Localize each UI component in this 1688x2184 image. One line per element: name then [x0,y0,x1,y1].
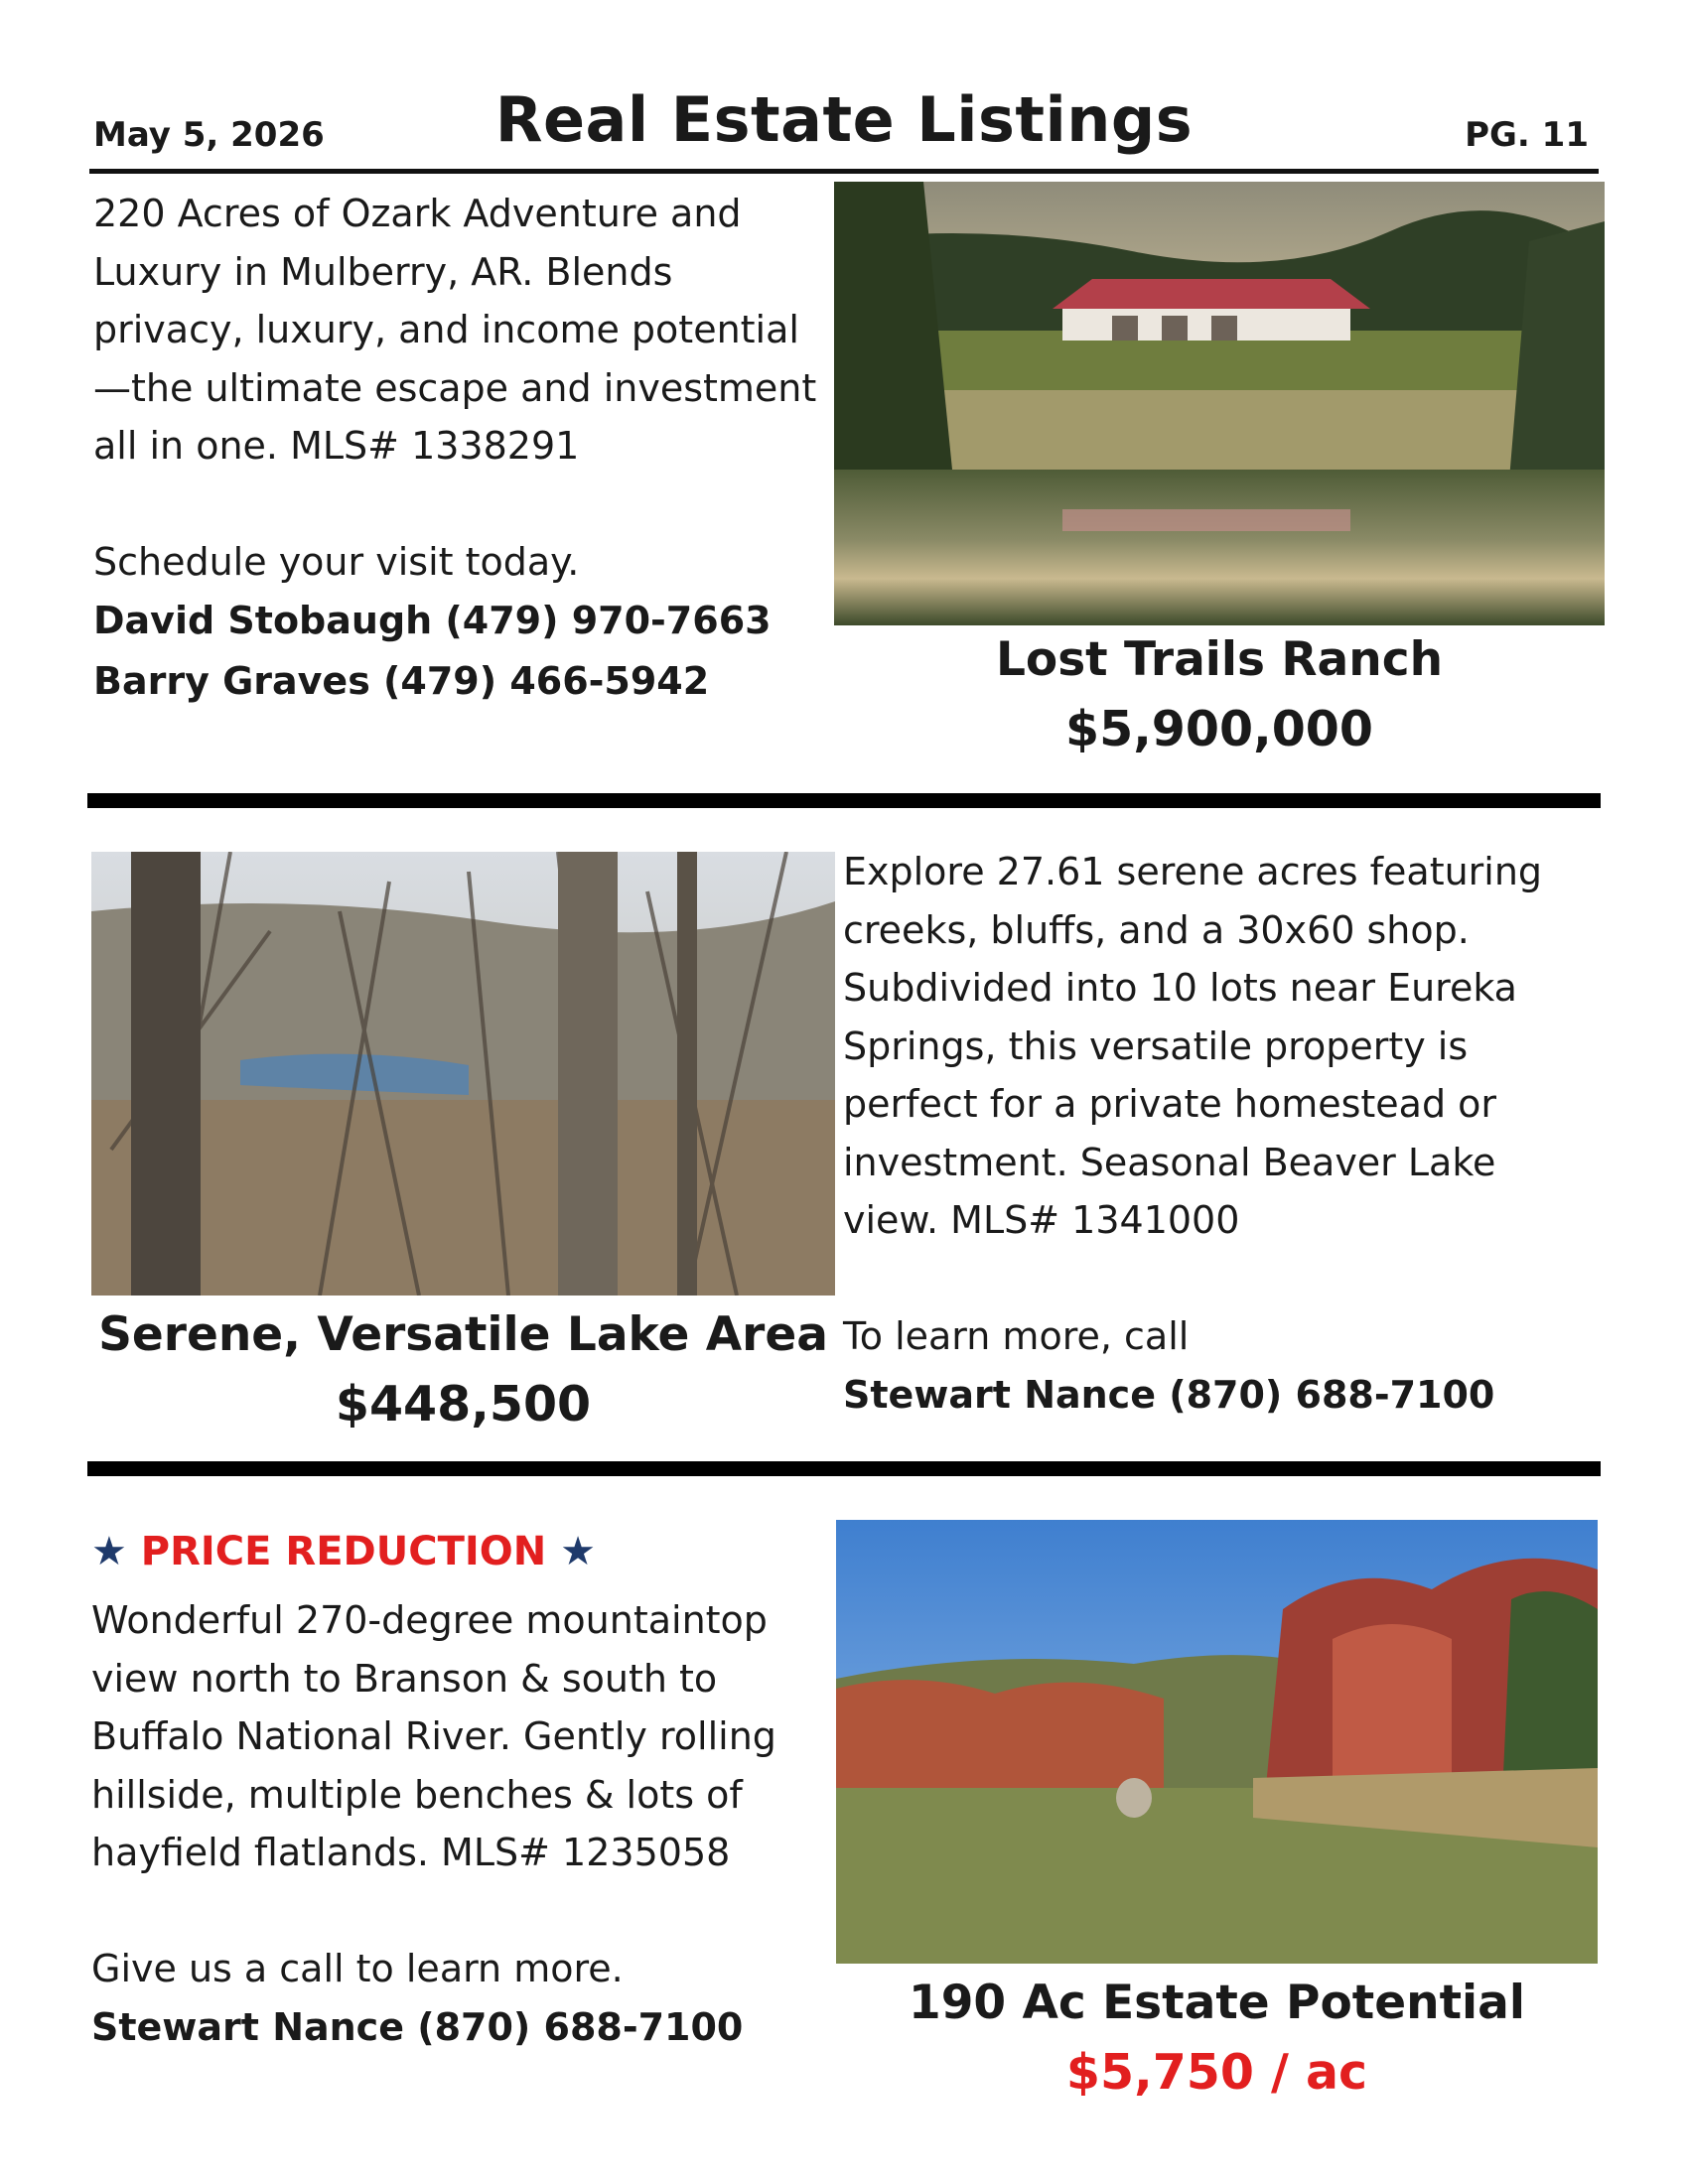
listing-2-text [843,843,1598,1426]
listing-1-contact-1: David Stobaugh (479) 970-7663 [93,599,772,642]
listing-3-name: 190 Ac Estate Potential [909,1976,1525,2030]
issue-date: May 5, 2026 [93,115,325,155]
hayfield-estate-photo [836,1520,1598,1964]
price-reduction-badge [91,1529,596,1574]
listing-2-price: $448,500 [335,1376,592,1433]
page-number: PG. 11 [1465,115,1589,155]
lost-trails-ranch-photo [834,182,1605,625]
listing-1-price: $5,900,000 [1065,701,1373,757]
listing-1-cta: Schedule your visit today. [93,539,580,584]
listing-3-caption [836,1972,1598,2111]
header-divider [89,169,1599,174]
star-icon: ★ [91,1529,127,1574]
page-title: Real Estate Listings [494,83,1194,156]
listing-1-description: 220 Acres of Ozark Adventure and Luxury in Mulberry, AR. Blends privacy, luxury, and income potential—the ultimate escape and investment all in one. MLS# 1338291 [93,192,817,468]
listing-3-price: $5,750 / ac [1065,2044,1368,2101]
section-divider-2 [87,1461,1601,1476]
listing-2-cta: To learn more, call [843,1313,1190,1358]
lake-area-woods-photo [91,852,835,1296]
listing-2-name: Serene, Versatile Lake Area [98,1307,828,1362]
listing-3-contact: Stewart Nance (870) 688-7100 [91,2005,744,2049]
listing-2-description: Explore 27.61 serene acres featuring creeks, bluffs, and a 30x60 shop. Subdivided into 10 lots near Eureka Springs, this versatile property is perfect for a private homestead or investment. Seasonal Beaver Lake view. MLS# 1341000 [843,850,1543,1242]
listing-1-name: Lost Trails Ranch [995,632,1444,687]
listing-3-description: Wonderful 270-degree mountaintop view north to Branson & south to Buffalo National River. Gently rolling hillside, multiple benches & lots of hayfield flatlands. MLS# 1235058 [91,1598,776,1874]
listing-1-contact-2: Barry Graves (479) 466-5942 [93,659,710,703]
listing-2-contact: Stewart Nance (870) 688-7100 [843,1373,1495,1417]
section-divider-1 [87,793,1601,808]
listing-3-cta: Give us a call to learn more. [91,1946,624,1990]
listing-3-text [91,1591,826,2058]
listing-1-text [93,185,828,712]
star-icon: ★ [560,1529,597,1574]
listing-2-caption [91,1303,835,1442]
listing-1-caption [834,628,1605,767]
price-reduction-label: PRICE REDUCTION [140,1529,547,1574]
